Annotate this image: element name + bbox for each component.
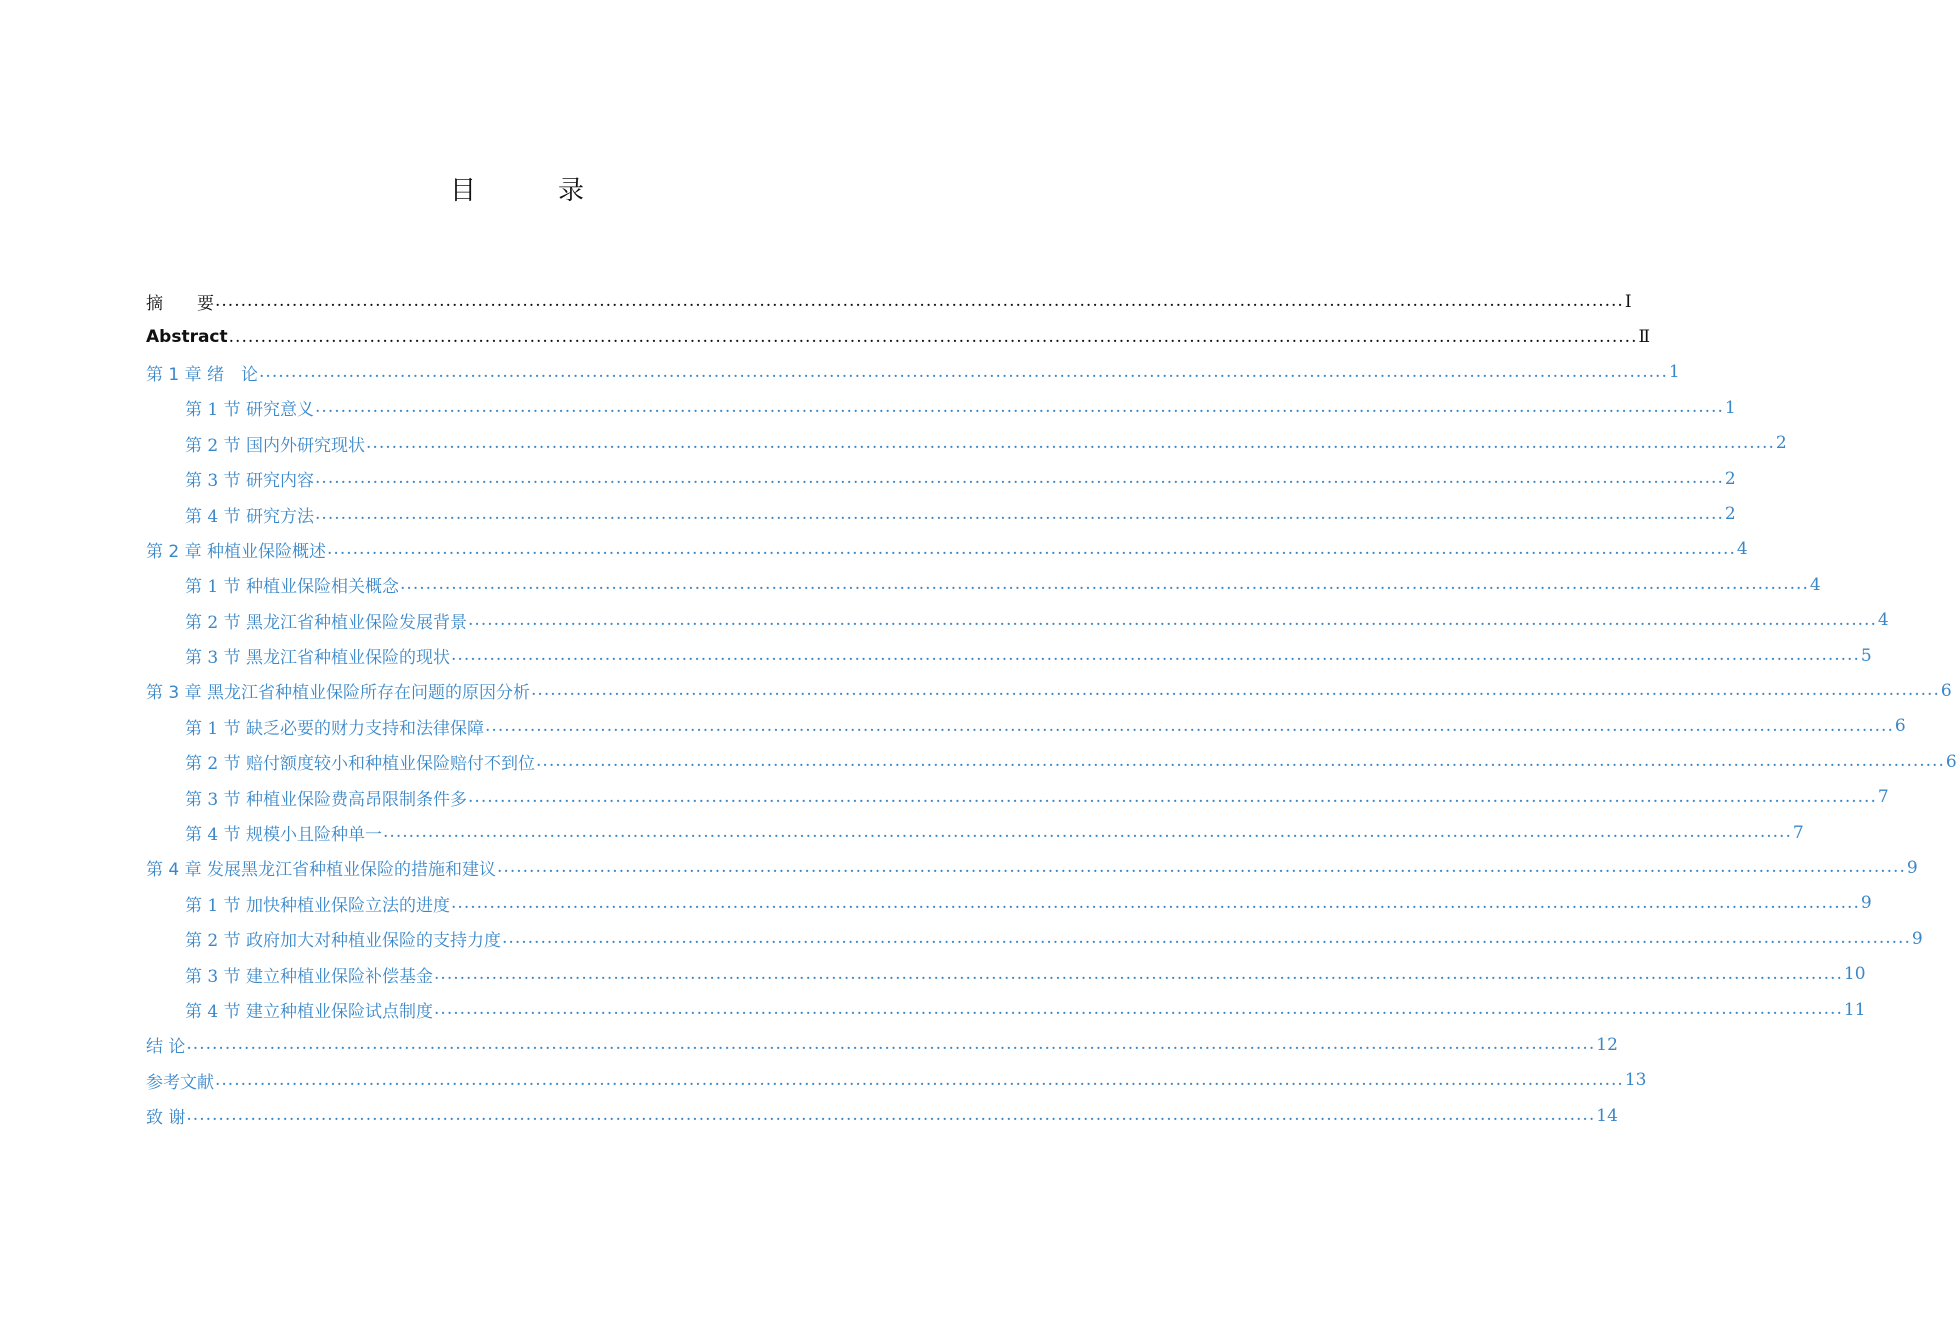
toc-section-entry[interactable] [146, 390, 1736, 425]
toc-entry-label: 第 1 节 加快种植业保险立法的进度 [185, 895, 451, 916]
toc-dot-leader: ............................................................................................................................................................................................................................ [451, 645, 1860, 666]
toc-entry-label: Abstract [146, 327, 228, 348]
toc-page-number: 9 [1906, 857, 1918, 878]
toc-page-number: 4 [1877, 610, 1889, 631]
toc-entry-label: 第 3 节 建立种植业保险补偿基金 [185, 966, 434, 987]
toc-entry-label: 第 1 章 绪 论 [146, 364, 259, 385]
toc-entry-label: 第 4 节 规模小且险种单一 [185, 825, 383, 846]
toc-chapter-entry[interactable] [146, 532, 1748, 567]
toc-entry-label: 摘 要 [146, 294, 214, 315]
toc-page-number: 7 [1792, 822, 1804, 843]
toc-dot-leader: ............................................................................................................................................................................................................................ [327, 538, 1736, 559]
toc-dot-leader: ............................................................................................................................................................................................................................ [259, 361, 1668, 382]
toc-dot-leader: ............................................................................................................................................................................................................................ [215, 1069, 1624, 1090]
toc-title: 目 录 [449, 176, 612, 206]
toc-section-entry[interactable] [146, 709, 1906, 744]
toc-page-number: 2 [1724, 504, 1736, 525]
toc-section-entry[interactable] [146, 779, 1889, 814]
toc-section-entry[interactable] [146, 461, 1736, 496]
toc-section-entry[interactable] [146, 992, 1866, 1027]
toc-entry-label: 第 3 节 研究内容 [185, 471, 315, 492]
toc-page-number: 5 [1860, 645, 1872, 666]
toc-page-number: 6 [1940, 680, 1952, 701]
toc-entry-label: 结 论 [146, 1037, 186, 1058]
toc-section-entry[interactable] [146, 426, 1787, 461]
toc-chapter-entry[interactable] [146, 1027, 1618, 1062]
toc-page-number: 9 [1860, 893, 1872, 914]
toc-page-number: 6 [1894, 716, 1906, 737]
toc-page-number: 1 [1724, 397, 1736, 418]
toc-list [146, 284, 1957, 1133]
toc-page-number: I [1624, 291, 1632, 312]
toc-section-entry[interactable] [146, 638, 1872, 673]
toc-dot-leader: ............................................................................................................................................................................................................................ [485, 715, 1894, 736]
toc-page-number: 11 [1843, 999, 1866, 1020]
toc-page-number: 14 [1596, 1105, 1618, 1126]
toc-dot-leader: ............................................................................................................................................................................................................................ [434, 999, 1843, 1019]
toc-entry-label: 第 3 节 黑龙江省种植业保险的现状 [185, 648, 451, 669]
toc-section-entry[interactable] [146, 744, 1957, 779]
toc-chapter-entry[interactable] [146, 673, 1952, 708]
toc-page-number: 2 [1775, 433, 1787, 454]
toc-section-entry[interactable] [146, 496, 1736, 531]
toc-entry-label: 第 1 节 种植业保险相关概念 [185, 577, 400, 598]
toc-dot-leader: ............................................................................................................................................................................................................................ [315, 397, 1724, 418]
toc-page-number: 10 [1843, 964, 1866, 985]
toc-section-entry[interactable] [146, 956, 1866, 991]
toc-entry-label: 第 2 章 种植业保险概述 [146, 541, 327, 562]
toc-entry-label: 第 2 节 政府加大对种植业保险的支持力度 [185, 931, 502, 952]
toc-dot-leader: ............................................................................................................................................................................................................................ [434, 963, 1843, 984]
toc-page-number: 4 [1809, 574, 1821, 595]
toc-entry-label: 第 4 节 研究方法 [185, 506, 315, 527]
toc-dot-leader: ............................................................................................................................................................................................................................ [228, 326, 1638, 347]
toc-section-entry[interactable] [146, 567, 1821, 602]
toc-dot-leader: ............................................................................................................................................................................................................................ [186, 1034, 1596, 1055]
toc-entry-label: 第 4 章 发展黑龙江省种植业保险的措施和建议 [146, 860, 497, 881]
toc-chapter-entry[interactable] [146, 319, 1651, 354]
toc-page-number: 12 [1596, 1034, 1618, 1055]
toc-section-entry[interactable] [146, 603, 1889, 638]
toc-entry-label: 第 1 节 缺乏必要的财力支持和法律保障 [185, 718, 485, 739]
toc-page-number: 2 [1724, 468, 1736, 489]
toc-page-number: 1 [1668, 362, 1680, 383]
toc-dot-leader: ............................................................................................................................................................................................................................ [468, 786, 1877, 807]
toc-dot-leader: ............................................................................................................................................................................................................................ [531, 680, 1940, 701]
toc-dot-leader: ............................................................................................................................................................................................................................ [400, 574, 1809, 595]
toc-entry-label: 第 3 节 种植业保险费高昂限制条件多 [185, 789, 468, 810]
toc-entry-label: 第 2 节 国内外研究现状 [185, 435, 366, 456]
toc-dot-leader: ............................................................................................................................................................................................................................ [497, 857, 1906, 878]
toc-entry-label: 致 谢 [146, 1108, 186, 1129]
toc-page-number: 4 [1736, 539, 1748, 560]
toc-dot-leader: ............................................................................................................................................................................................................................ [215, 291, 1624, 312]
toc-entry-label: 第 3 章 黑龙江省种植业保险所存在问题的原因分析 [146, 683, 531, 704]
toc-chapter-entry[interactable] [146, 850, 1918, 885]
toc-page-number: 6 [1945, 751, 1957, 772]
toc-chapter-entry[interactable] [146, 355, 1680, 390]
toc-entry-label: 第 2 节 赔付额度较小和种植业保险赔付不到位 [185, 754, 536, 775]
toc-dot-leader: ............................................................................................................................................................................................................................ [383, 822, 1792, 843]
toc-dot-leader: ............................................................................................................................................................................................................................ [536, 751, 1945, 772]
toc-dot-leader: ............................................................................................................................................................................................................................ [366, 432, 1775, 453]
toc-chapter-entry[interactable] [146, 1098, 1618, 1133]
toc-page-number: Ⅱ [1638, 327, 1651, 348]
toc-section-entry[interactable] [146, 815, 1804, 850]
toc-section-entry[interactable] [146, 886, 1872, 921]
toc-entry-label: 第 4 节 建立种植业保险试点制度 [185, 1002, 434, 1022]
toc-section-entry[interactable] [146, 921, 1923, 956]
toc-page-number: 13 [1624, 1070, 1647, 1091]
toc-entry-label: 第 1 节 研究意义 [185, 400, 315, 421]
toc-chapter-entry[interactable] [146, 1063, 1647, 1098]
toc-entry-label: 第 2 节 黑龙江省种植业保险发展背景 [185, 612, 468, 633]
toc-dot-leader: ............................................................................................................................................................................................................................ [468, 609, 1877, 630]
toc-dot-leader: ............................................................................................................................................................................................................................ [315, 468, 1724, 489]
toc-dot-leader: ............................................................................................................................................................................................................................ [502, 928, 1911, 949]
toc-page-number: 9 [1911, 928, 1923, 949]
toc-dot-leader: ............................................................................................................................................................................................................................ [186, 1105, 1596, 1126]
toc-page-number: 7 [1877, 787, 1889, 808]
toc-entry-label: 参考文献 [146, 1072, 214, 1093]
toc-dot-leader: ............................................................................................................................................................................................................................ [451, 892, 1860, 913]
toc-chapter-entry[interactable] [146, 284, 1632, 319]
toc-dot-leader: ............................................................................................................................................................................................................................ [315, 503, 1724, 524]
